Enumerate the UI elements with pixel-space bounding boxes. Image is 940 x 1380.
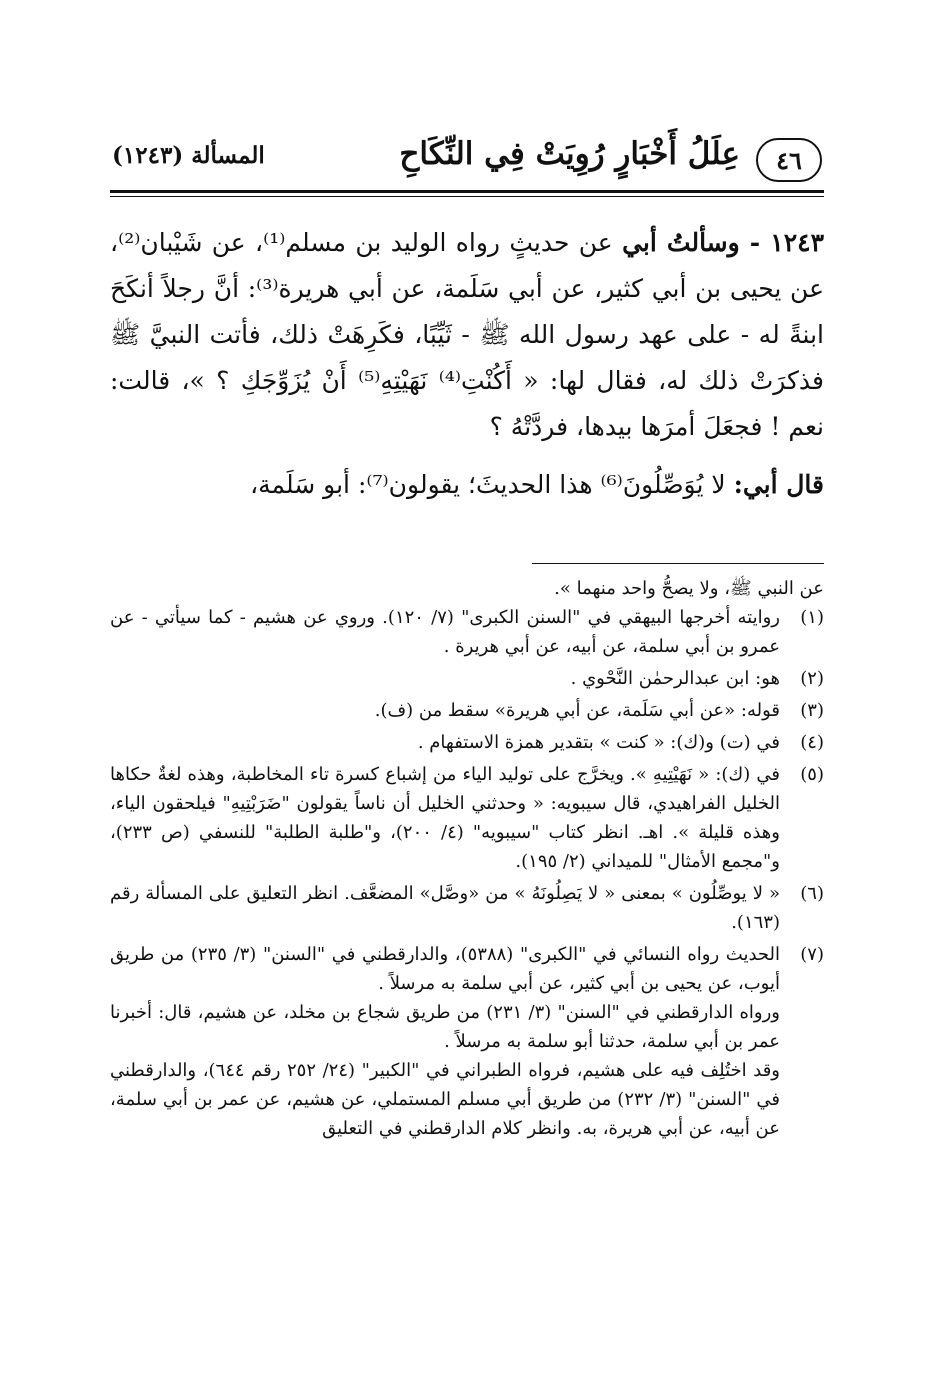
main-paragraph — [110, 220, 824, 450]
paragraph-text: لا يُوَصِّلُونَ⁽⁶⁾ هذا الحديثَ؛ يقولون⁽⁷⁾: أبو سَلَمة، — [250, 470, 734, 499]
footnote-item — [110, 664, 824, 693]
footnote-number: (٢) — [800, 668, 824, 689]
footnote-separator — [532, 563, 824, 564]
paragraph-lead: قال أبي: — [733, 470, 824, 499]
page-number: ٤٦ — [756, 138, 822, 182]
footnote-text: في (ت) و(ك): « كنت » بتقدير همزة الاستفهام . — [417, 732, 780, 753]
main-paragraph — [110, 462, 824, 508]
paragraph-lead: ١٢٤٣ - وسألتُ أبي — [622, 228, 825, 257]
footnote-text: قوله: «عن أبي سَلَمة، عن أبي هريرة» سقط من (ف). — [374, 700, 780, 721]
footnote-number: (٦) — [800, 883, 824, 904]
footnote-item — [110, 879, 824, 937]
footnote-text: روايته أخرجها البيهقي في "السنن الكبرى" (٧/ ١٢٠). وروي عن هشيم - كما سيأتي - عن عمرو بن أبي سلمة، عن أبيه، عن أبي هريرة . — [110, 607, 780, 657]
footnote-item — [110, 760, 824, 876]
footnote-text: الحديث رواه النسائي في "الكبرى" (٥٣٨٨)، والدارقطني في "السنن" (٣/ ٢٣٥) من طريق أيوب، عن يحيى بن أبي كثير، عن أبي سلمة به مرسلاً . — [110, 944, 781, 994]
running-title: عِلَلُ أَخْبَارٍ رُوِيَتْ فِي النِّكَاحِ — [399, 136, 740, 172]
footnote-text: وقد اختُلِف فيه على هشيم، فرواه الطبراني في "الكبير" (٢٤/ ٢٥٢ رقم ٦٤٤)، والدارقطني في "السنن" (٣/ ٢٣٢) من طريق أبي مسلم المستملي، عن هشيم، عن عمر بن أبي سلمة، عن أبيه، عن أبي هريرة، به. وانظر كلام الدارقطني في التعليق — [110, 1060, 780, 1139]
footnote-item — [110, 728, 824, 757]
footnote-number: (٥) — [800, 764, 824, 785]
footnote-text: في (ك): « نَهَيْتِيهِ ». ويخرَّج على توليد الياء من إشباع كسرة تاء المخاطبة، وهذه لغةٌ حكاها الخليل الفراهيدي، قال سيبويه: « وحدثني الخليل أن ناساً يقولون "ضَرَبْتِيهِ" فيلحقون الياء، وهذه قليلة ». اهـ. انظر كتاب "سيبويه" (٤/ ٢٠٠)، و"طلبة الطلبة" للنسفي (ص ٢٣٣)، و"مجمع الأمثال" للميداني (٢/ ١٩٥). — [110, 764, 780, 872]
footnote-item — [110, 603, 824, 661]
footnote-text: ورواه الدارقطني في "السنن" (٣/ ٢٣١) من طريق شجاع بن مخلد، عن هشيم، قال: أخبرنا عمر بن أبي سلمة، حدثنا أبو سلمة به مرسلاً . — [110, 1002, 780, 1052]
issue-label: المسألة (١٢٤٣) — [112, 142, 265, 169]
footnote-number: (٣) — [800, 700, 824, 721]
footnotes — [110, 574, 824, 1146]
footnote-text: هو: ابن عبدالرحمٰن النَّحْوي . — [570, 668, 780, 689]
footnote-item — [110, 696, 824, 725]
header-rule — [110, 190, 824, 193]
footnote-number: (٤) — [800, 732, 824, 753]
footnote-text: « لا يوصِّلُون » بمعنى « لا يَصِلُونَهُ » من «وصَّل» المضعَّف. انظر التعليق على المسألة رقم (١٦٣). — [110, 883, 780, 933]
footnote-number: (٧) — [800, 944, 824, 965]
paragraph-text: عن حديثٍ رواه الوليد بن مسلم⁽¹⁾، عن شَيْبان⁽²⁾، عن يحيى بن أبي كثير، عن أبي سَلَمة، عن أبي هريرة⁽³⁾: أنَّ رجلاً أنكَحَ ابنةً له - على عهد رسول الله ﷺ - ثَيِّبًا، فكَرِهَتْ ذلك، فأتت النبيَّ ﷺ فذكرَتْ ذلك له، فقال لها: « أَكُنْتِ⁽⁴⁾ نَهَيْتِهِ⁽⁵⁾ أَنْ يُزَوِّجَكِ ؟ »، قالت: نعم ! فجعَلَ أمرَها بيدها، فردَّتْهُ ؟ — [110, 228, 825, 441]
header-rule-thin — [110, 196, 824, 197]
footnote-item — [110, 940, 824, 1143]
page-header — [112, 128, 822, 188]
footnote-number: (١) — [800, 607, 824, 628]
main-text — [110, 220, 824, 508]
footnote-continuation: عن النبي ﷺ، ولا يصحُّ واحد منهما ». — [554, 578, 824, 599]
